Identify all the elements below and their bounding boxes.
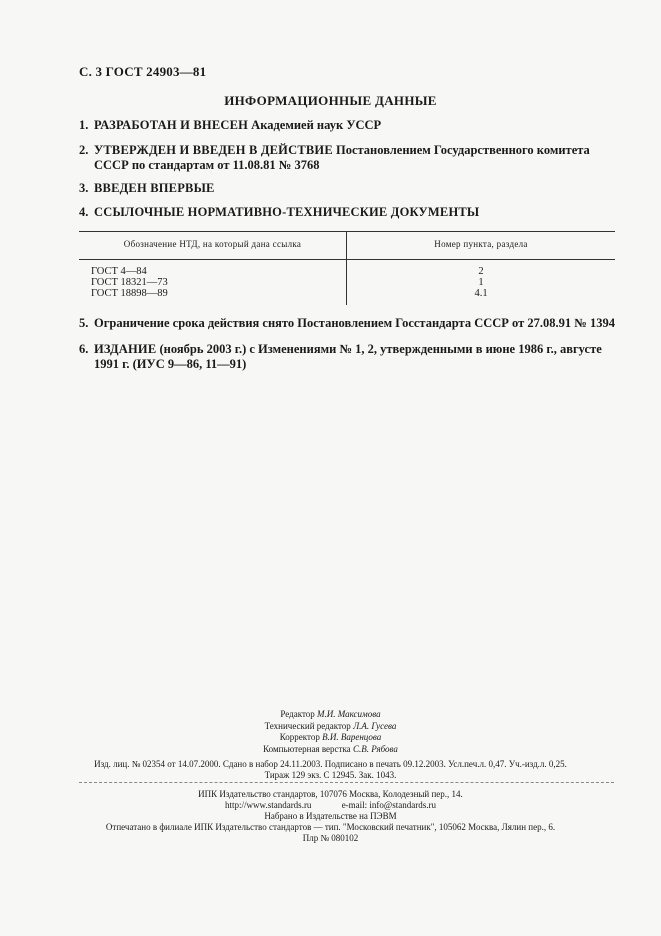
table-header-doc: Обозначение НТД, на который дана ссылка bbox=[123, 239, 302, 249]
table-column-sections bbox=[347, 266, 615, 299]
info-item-3 bbox=[79, 181, 624, 196]
item-number: 4. bbox=[79, 205, 89, 219]
printing-line: Отпечатано в филиале ИПК Издательство стандартов — тип. "Московский печатник", 105062 Москва, Лялин пер., 6. bbox=[105, 822, 556, 832]
table-cell-section: 4.1 bbox=[474, 288, 488, 299]
item-lead: РАЗРАБОТАН И ВНЕСЕН bbox=[94, 118, 249, 132]
info-item-5 bbox=[79, 316, 624, 331]
table-header-section: Номер пункта, раздела bbox=[434, 239, 528, 249]
table-cell-doc: ГОСТ 4—84 bbox=[91, 266, 147, 277]
item-number: 2. bbox=[79, 143, 89, 157]
info-item-2 bbox=[79, 143, 624, 172]
item-text: (ноябрь 2003 г.) с Изменениями № 1, 2, утвержденными в июне 1986 г., августе 1991 г. (ИУС 9—86, 11—91) bbox=[94, 342, 602, 371]
credit-editor bbox=[0, 709, 661, 721]
item-number: 6. bbox=[79, 342, 89, 356]
credit-name: С.В. Рябова bbox=[352, 743, 398, 754]
info-item-6 bbox=[79, 342, 624, 371]
section-title: ИНФОРМАЦИОННЫЕ ДАННЫЕ bbox=[224, 93, 437, 108]
table-cell-section: 2 bbox=[478, 266, 484, 277]
credit-name: В.И. Варенцова bbox=[322, 732, 382, 742]
credit-name: Л.А. Гусева bbox=[353, 720, 397, 731]
item-lead: ССЫЛОЧНЫЕ НОРМАТИВНО-ТЕХНИЧЕСКИЕ ДОКУМЕНТЫ bbox=[94, 205, 480, 219]
email-link[interactable]: e-mail: info@standards.ru bbox=[341, 800, 436, 810]
credit-label: Технический редактор bbox=[264, 720, 351, 731]
item-text: Постановлением Государственного комитета СССР по стандартам от 11.08.81 № 3768 bbox=[94, 143, 590, 172]
publication-line: Тираж 129 экз. С 12945. Зак. 1043. bbox=[264, 770, 397, 780]
table-rule-header bbox=[79, 259, 615, 260]
publication-line: Изд. лиц. № 02354 от 14.07.2000. Сдано в набор 24.11.2003. Подписано в печать 09.12.2003. Усл.печ.л. 0,47. Уч.-изд.л. 0,25. bbox=[94, 759, 567, 769]
references-table bbox=[79, 231, 615, 305]
printing-line: ИПК Издательство стандартов, 107076 Москва, Колодезный пер., 14. bbox=[198, 789, 463, 799]
website-link[interactable]: http://www.standards.ru bbox=[225, 800, 312, 810]
printing-info bbox=[0, 789, 661, 844]
item-text: Академией наук УССР bbox=[251, 118, 382, 132]
credit-label: Компьютерная верстка bbox=[263, 743, 351, 754]
item-number: 5. bbox=[79, 316, 89, 330]
credit-name: М.И. Максимова bbox=[317, 709, 381, 719]
table-cell-doc: ГОСТ 18321—73 bbox=[91, 277, 168, 288]
item-text: Ограничение срока действия снято Постановлением Госстандарта СССР от 27.08.91 № 1394 bbox=[94, 316, 615, 330]
info-item-1 bbox=[79, 118, 624, 133]
item-number: 3. bbox=[79, 181, 89, 195]
credit-tech-editor bbox=[0, 721, 661, 733]
printing-line: Набрано в Издательстве на ПЭВМ bbox=[264, 811, 397, 821]
credit-label: Редактор bbox=[280, 709, 315, 719]
table-rule-top bbox=[79, 231, 615, 232]
contact-row bbox=[0, 800, 661, 811]
table-cell-doc: ГОСТ 18898—89 bbox=[91, 288, 168, 299]
dashed-divider bbox=[79, 782, 614, 783]
table-column-docs bbox=[91, 266, 168, 299]
printing-line: Плр № 080102 bbox=[302, 833, 359, 843]
item-lead: УТВЕРЖДЕН И ВВЕДЕН В ДЕЙСТВИЕ bbox=[94, 143, 333, 157]
credit-layout bbox=[0, 744, 661, 756]
item-lead: ИЗДАНИЕ bbox=[94, 342, 157, 356]
item-lead: ВВЕДЕН ВПЕРВЫЕ bbox=[94, 181, 215, 195]
publication-info bbox=[0, 759, 661, 781]
table-cell-section: 1 bbox=[478, 277, 484, 288]
credit-proofreader bbox=[0, 732, 661, 744]
item-number: 1. bbox=[79, 118, 89, 132]
imprint-credits bbox=[0, 709, 661, 755]
credit-label: Корректор bbox=[279, 732, 320, 742]
info-item-4 bbox=[79, 205, 624, 220]
page-header: С. 3 ГОСТ 24903—81 bbox=[79, 64, 207, 79]
